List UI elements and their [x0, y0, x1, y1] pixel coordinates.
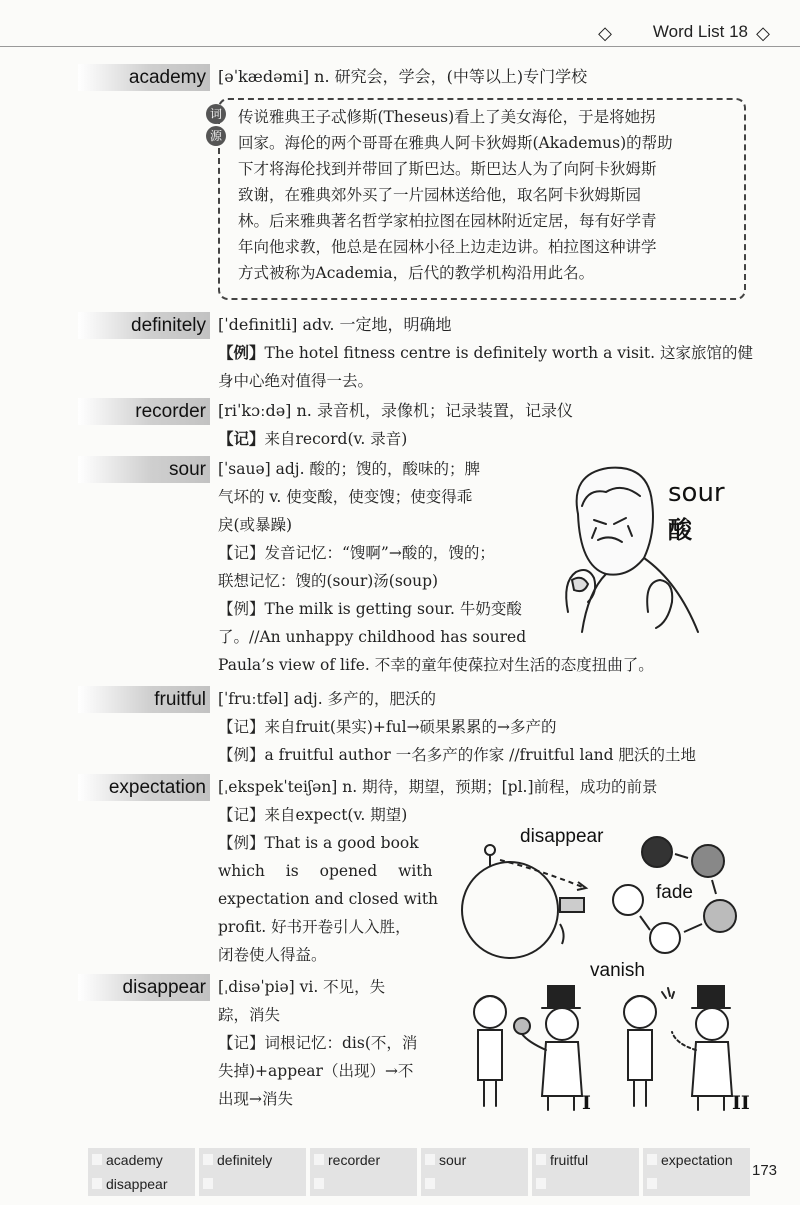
sour-line: 【记】发音记忆：“馊啊”→酸的，馊的； — [218, 544, 495, 562]
review-word: fruitful — [532, 1148, 639, 1172]
disappear-line: 出现→消失 — [218, 1090, 293, 1108]
sour-line: 【例】The milk is getting sour. 牛奶变酸 — [218, 600, 522, 618]
recorder-memo: 【记】来自record(v. 录音) — [218, 429, 408, 448]
review-word-empty — [421, 1172, 528, 1196]
disappear-line: [ˌdisəˈpiə] vi. 不见，失 — [218, 978, 386, 996]
expectation-line: profit. 好书开卷引人入胜， — [218, 918, 411, 936]
review-word: sour — [421, 1148, 528, 1172]
sour-illus-label-cn: 酸 — [668, 516, 692, 544]
disappear-illus-label: disappear — [520, 826, 604, 847]
page-title: Word List 18 — [652, 22, 748, 41]
review-word-empty — [199, 1172, 306, 1196]
disappear-line: 踪，消失 — [218, 1006, 281, 1024]
etymology-badge: 源 — [206, 126, 226, 146]
vanish-magician-illustration — [462, 978, 752, 1114]
headword-recorder: recorder — [78, 398, 210, 425]
review-word-grid — [88, 1148, 750, 1196]
headword-disappear: disappear — [78, 974, 210, 1001]
page-number: 173 — [752, 1162, 778, 1179]
recorder-definition: [riˈkɔːdə] n. 录音机，录像机；记录装置，记录仪 — [218, 401, 573, 420]
sour-illus-label: sour — [668, 478, 725, 508]
sour-line: 戾(或暴躁) — [218, 516, 293, 534]
review-word: academy — [88, 1148, 195, 1172]
disappear-line: 失掉)+appear（出现）→不 — [218, 1062, 414, 1080]
fade-illus-label: fade — [656, 882, 693, 903]
vanish-illus-label: vanish — [590, 960, 645, 981]
fruitful-line: 【例】a fruitful author 一名多产的作家 //fruitful land 肥沃的土地 — [218, 746, 697, 764]
panel-1-label: I — [582, 1092, 591, 1114]
disappear-line: 【记】词根记忆：dis(不，消 — [218, 1034, 418, 1052]
expectation-line: 【例】That is a good book — [218, 834, 419, 852]
etymology-badge: 词 — [206, 104, 226, 124]
expectation-line: 【记】来自expect(v. 期望) — [218, 806, 408, 824]
headword-fruitful: fruitful — [78, 686, 210, 713]
definitely-definition: [ˈdefinitli] adv. 一定地，明确地 — [218, 315, 452, 334]
review-word-empty — [310, 1172, 417, 1196]
review-word: disappear — [88, 1172, 195, 1196]
fruitful-line: 【记】来自fruit(果实)+ful→硕果累累的→多产的 — [218, 718, 557, 736]
diamond-icon: ◇ — [598, 23, 612, 44]
expectation-line: which is opened with — [218, 862, 433, 880]
definitely-example: 【例】The hotel fitness centre is definitely worth a visit. 这家旅馆的健 — [218, 343, 753, 362]
review-word: recorder — [310, 1148, 417, 1172]
expectation-line: [ˌekspekˈteiʃən] n. 期待，期望，预期；[pl.]前程，成功的前景 — [218, 778, 658, 796]
definitely-example-cont: 身中心绝对值得一去。 — [218, 372, 374, 390]
sour-line: [ˈsauə] adj. 酸的；馊的，酸味的；脾 — [218, 460, 480, 478]
headword-definitely: definitely — [78, 312, 210, 339]
review-word: definitely — [199, 1148, 306, 1172]
headword-expectation: expectation — [78, 774, 210, 801]
headword-sour: sour — [78, 456, 210, 483]
headword-academy: academy — [78, 64, 210, 91]
header-rule — [0, 46, 800, 47]
sour-line: 联想记忆：馊的(sour)汤(soup) — [218, 572, 439, 590]
fruitful-line: [ˈfruːtfəl] adj. 多产的，肥沃的 — [218, 690, 437, 708]
diamond-icon: ◇ — [756, 23, 770, 44]
review-word-empty — [643, 1172, 750, 1196]
review-word: expectation — [643, 1148, 750, 1172]
panel-2-label: II — [732, 1092, 750, 1114]
sour-line: Paula’s view of life. 不幸的童年使葆拉对生活的态度扭曲了。 — [218, 656, 654, 674]
sour-line: 了。//An unhappy childhood has soured — [218, 628, 527, 646]
academy-definition: [əˈkædəmi] n. 研究会，学会，(中等以上)专门学校 — [218, 67, 588, 86]
expectation-line: expectation and closed with — [218, 890, 439, 908]
etymology-text: 传说雅典王子忒修斯(Theseus)看上了美女海伦，于是将她拐 回家。海伦的两个哥哥在雅典人阿卡狄姆斯(Akademus)的帮助 下才将海伦找到并带回了斯巴达。斯巴达人为了向阿卡狄姆斯 致谢，在雅典郊外买了一片园林送给他，取名阿卡狄姆斯园 林。后来雅典著名哲学家柏拉图在园林附近定居，每有好学青 年向他求教，他总是在园林小径上边走边讲。柏拉图这种讲学 方式被称为Academia，后代的教学机构沿用此名。 — [238, 108, 673, 282]
review-word-empty — [532, 1172, 639, 1196]
sour-line: 气坏的 v. 使变酸，使变馊；使变得乖 — [218, 488, 473, 506]
expectation-line: 闭卷使人得益。 — [218, 946, 327, 964]
page-header — [0, 18, 800, 48]
